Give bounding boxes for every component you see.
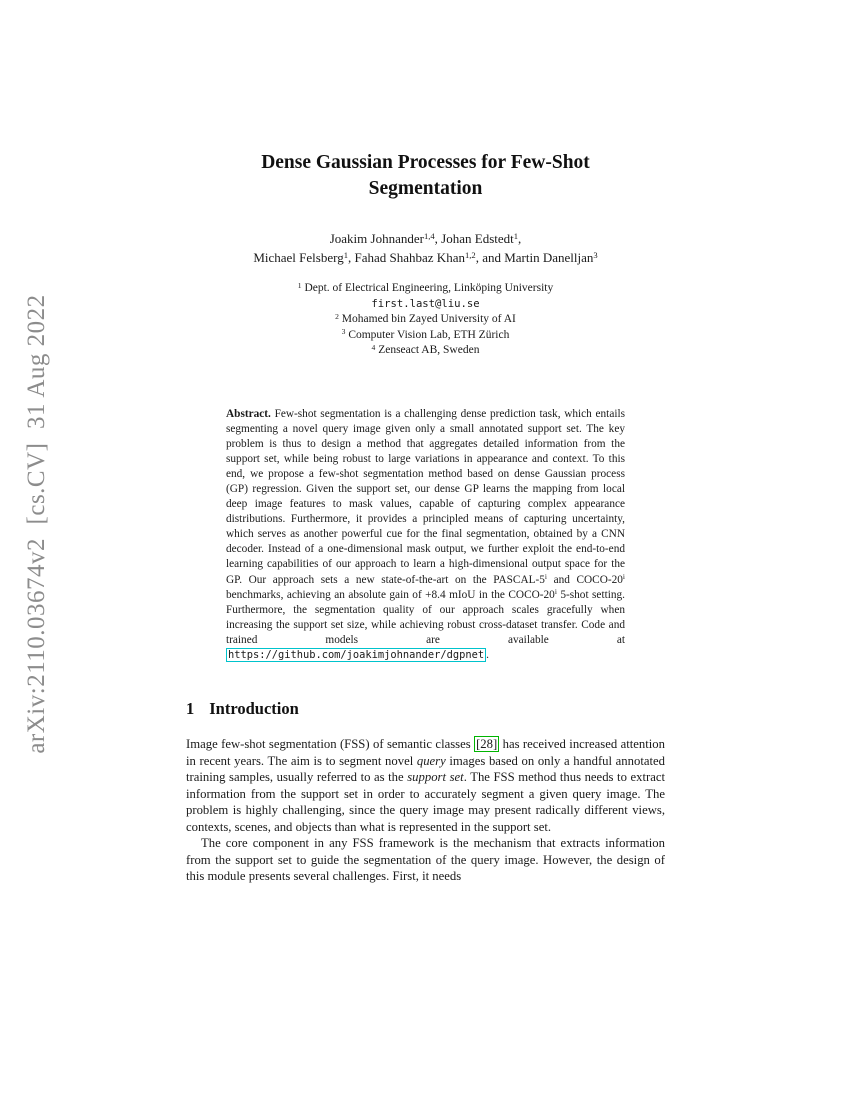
text-run: 5-shot setting. Furthermore, the segmentation quality of our approach scales gracefully when increasing the support set size, while achieving robust cross-dataset transfer. Code and trained models are available at	[226, 588, 625, 646]
text-run: Computer Vision Lab, ETH Zürich	[345, 328, 510, 341]
section-heading	[186, 699, 665, 719]
text-run: benchmarks, achieving an absolute gain of +8.4 mIoU in the COCO-20	[226, 588, 555, 601]
text-run: .	[486, 649, 489, 661]
text-run: images based on only a handful annotated training samples, usually referred to as the	[186, 753, 665, 785]
text-run: and COCO-20	[547, 573, 623, 586]
text-run: Few-shot segmentation is a challenging dense prediction task, which entails segmenting a novel query image given only a small annotated support set. The key problem is thus to design a method that aggregates detailed information from the support set, while being robust to large variations in appearance and context. To this end, we propose a few-shot segmentation method based on dense Gaussian process (GP) regression. Given the support set, our dense GP learns the mapping from local deep image features to mask values, capable of capturing complex appearance distributions. Furthermore, it provides a principled means of capturing uncertainty, which serves as another powerful cue for the final segmentation, obtained by a CNN decoder. Instead of a one-dimensional mask output, we further exploit the end-to-end learning capabilities of our approach to learn a high-dimensional output space for the GP. Our approach sets a new state-of-the-art on the PASCAL-5	[226, 407, 626, 586]
text-run: 1	[513, 231, 519, 242]
affiliation-line	[186, 328, 665, 344]
abstract-label: Abstract.	[226, 407, 275, 420]
text-run: 4	[371, 342, 376, 352]
paragraph	[186, 736, 665, 835]
text-run: The core component in any FSS framework is the mechanism that extracts information from the support set to guide the segmentation of the query image. However, the design of this module presents several challenges. First, it needs	[186, 836, 665, 884]
citation-28[interactable]: [28]	[476, 737, 498, 752]
arxiv-watermark: arXiv:2110.03674v2 [cs.CV] 31 Aug 2022	[23, 294, 50, 754]
text-run: support set	[407, 770, 464, 785]
text-run: 3	[341, 327, 346, 337]
section-number: 1	[186, 699, 195, 719]
text-run: 3	[593, 250, 598, 261]
text-run: , Fahad Shahbaz Khan	[348, 250, 465, 265]
author-list	[186, 230, 665, 268]
text-run: Zenseact AB, Sweden	[375, 344, 480, 356]
text-run: 1	[343, 250, 348, 261]
text-run: 1,2	[464, 250, 476, 261]
github-link[interactable]: https://github.com/joakimjohnander/dgpnet	[228, 649, 485, 661]
section-title: Introduction	[209, 699, 299, 719]
text-run: , Johan Edstedt	[434, 231, 514, 246]
text-run: 1,4	[423, 231, 435, 242]
contact-email: first.last@liu.se	[371, 297, 480, 310]
text-run: 1	[297, 280, 302, 290]
text-run: Joakim Johnander	[329, 231, 424, 246]
paragraph	[186, 835, 665, 885]
text-run: has received increased attention in recent years. The aim is to segment novel	[186, 737, 665, 768]
author-line-2	[186, 249, 665, 268]
paper-title	[186, 150, 665, 202]
text-run: i	[622, 572, 625, 582]
text-run: i	[554, 587, 557, 597]
text-run: Michael Felsberg	[253, 250, 344, 265]
affiliation-line	[186, 343, 665, 359]
text-run: Mohamed bin Zayed University of AI	[338, 313, 516, 325]
text-run: query	[416, 753, 446, 768]
affiliation-line	[186, 312, 665, 328]
text-run: Image few-shot segmentation (FSS) of semantic classes	[186, 737, 475, 752]
author-line-1	[186, 230, 665, 249]
text-run: , and Martin Danelljan	[475, 250, 594, 265]
text-run: 2	[335, 311, 339, 321]
text-run: ,	[518, 231, 522, 246]
text-run: . The FSS method thus needs to extract information from the support set in order to accurately segment a given query image. The problem is highly challenging, since the query image may present radically different views, contexts, scenes, and objects than what is represented in the support set.	[186, 770, 665, 834]
text-run: i	[544, 572, 547, 582]
abstract	[226, 407, 625, 664]
contact-email-line	[186, 297, 665, 313]
text-run: Dept. of Electrical Engineering, Linköping University	[301, 282, 554, 294]
paper-content	[186, 0, 665, 885]
affiliation-line	[186, 281, 665, 297]
title-line-1: Dense Gaussian Processes for Few-Shot	[261, 152, 590, 173]
affiliation-list	[186, 281, 665, 359]
title-line-2: Segmentation	[368, 178, 483, 199]
